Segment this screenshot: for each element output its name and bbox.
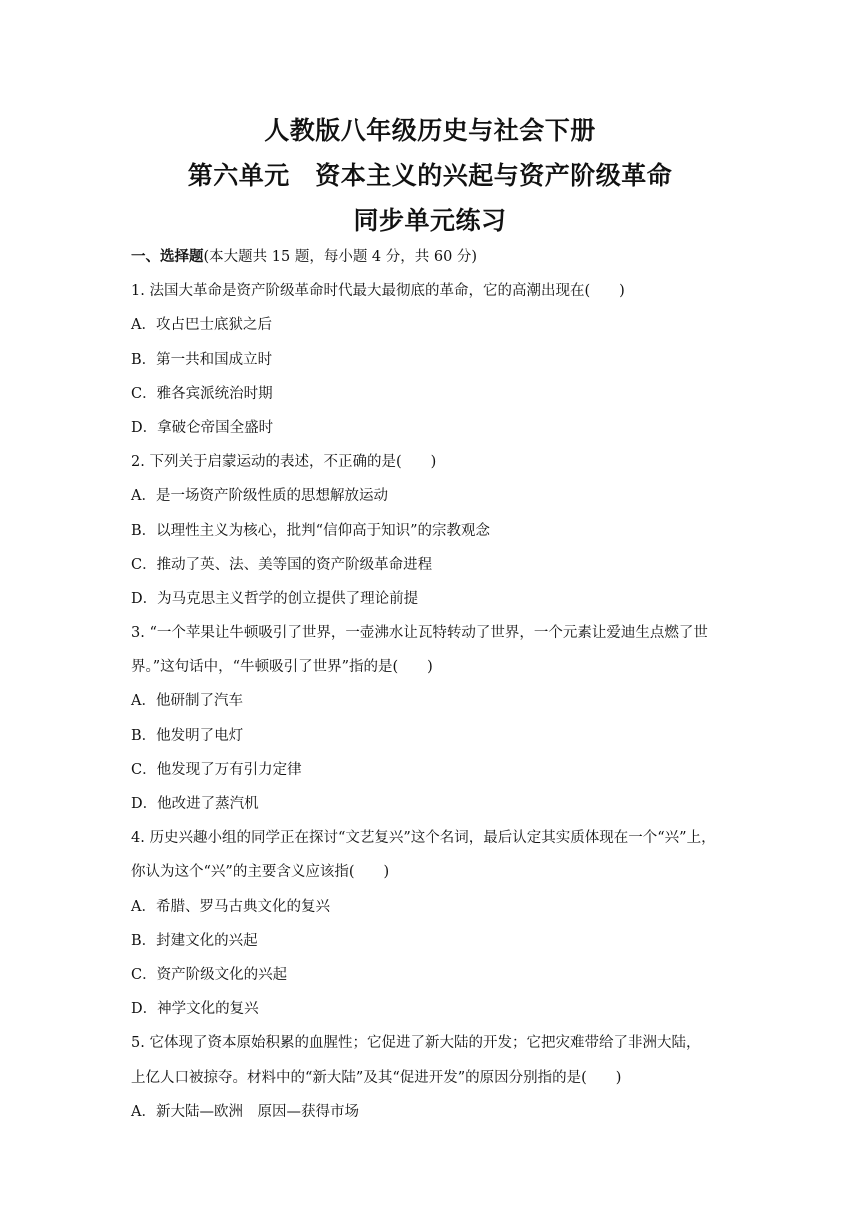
option-b: B．封建文化的兴起 xyxy=(131,932,258,949)
option-a: A．是一场资产阶级性质的思想解放运动 xyxy=(131,488,388,505)
document-body xyxy=(131,240,735,1129)
option-b: B．第一共和国成立时 xyxy=(131,351,273,368)
question-stem: 5. 它体现了资本原始积累的血腥性；它促进了新大陆的开发；它把灾难带给了非洲大陆， xyxy=(131,1035,701,1052)
question-3 xyxy=(131,616,735,821)
question-stem: 2. 下列关于启蒙运动的表述，不正确的是( ) xyxy=(131,454,437,471)
document-title-block xyxy=(0,108,860,243)
option-a: A．他研制了汽车 xyxy=(131,693,243,710)
option-c: C．他发现了万有引力定律 xyxy=(131,761,302,778)
question-stem: 4. 历史兴趣小组的同学正在探讨“文艺复兴”这个名词，最后认定其实质体现在一个“兴”上， xyxy=(131,830,716,847)
option-a: A．新大陆—欧洲 原因—获得市场 xyxy=(131,1103,359,1120)
unit-title: 第六单元 资本主义的兴起与资产阶级革命 xyxy=(187,161,673,190)
section-heading: 一、选择题 xyxy=(131,248,204,265)
option-c: C．推动了英、法、美等国的资产阶级革命进程 xyxy=(131,556,433,573)
section-heading-line xyxy=(131,240,735,274)
question-4 xyxy=(131,821,735,1026)
option-d: D．他改进了蒸汽机 xyxy=(131,796,259,812)
exercise-title: 同步单元练习 xyxy=(353,206,507,235)
question-2 xyxy=(131,445,735,616)
option-c: C．雅各宾派统治时期 xyxy=(131,385,273,402)
option-c: C．资产阶级文化的兴起 xyxy=(131,966,288,983)
section-note: (本大题共 15 题，每小题 4 分，共 60 分) xyxy=(203,249,478,265)
option-d: D．拿破仑帝国全盛时 xyxy=(131,419,274,436)
option-a: A．攻占巴士底狱之后 xyxy=(131,317,272,334)
option-d: D．为马克思主义哲学的创立提供了理论前提 xyxy=(131,590,419,607)
question-5 xyxy=(131,1026,735,1129)
option-b: B．他发明了电灯 xyxy=(131,727,244,744)
question-stem-continued: 你认为这个“兴”的主要含义应该指( ) xyxy=(131,864,390,881)
question-stem-continued: 界。”这句话中，“牛顿吸引了世界”指的是( ) xyxy=(131,659,433,676)
question-stem: 3. “一个苹果让牛顿吸引了世界，一壶沸水让瓦特转动了世界，一个元素让爱迪生点燃了世 xyxy=(131,625,708,642)
option-a: A．希腊、罗马古典文化的复兴 xyxy=(131,898,330,915)
question-stem-continued: 上亿人口被掠夺。材料中的“新大陆”及其“促进开发”的原因分别指的是( ) xyxy=(131,1069,622,1086)
option-b: B．以理性主义为核心，批判“信仰高于知识”的宗教观念 xyxy=(131,522,490,539)
question-1 xyxy=(131,274,735,445)
question-stem: 1. 法国大革命是资产阶级革命时代最大最彻底的革命，它的高潮出现在( ) xyxy=(131,283,625,300)
option-d: D．神学文化的复兴 xyxy=(131,1001,259,1018)
document-title: 人教版八年级历史与社会下册 xyxy=(264,116,596,145)
